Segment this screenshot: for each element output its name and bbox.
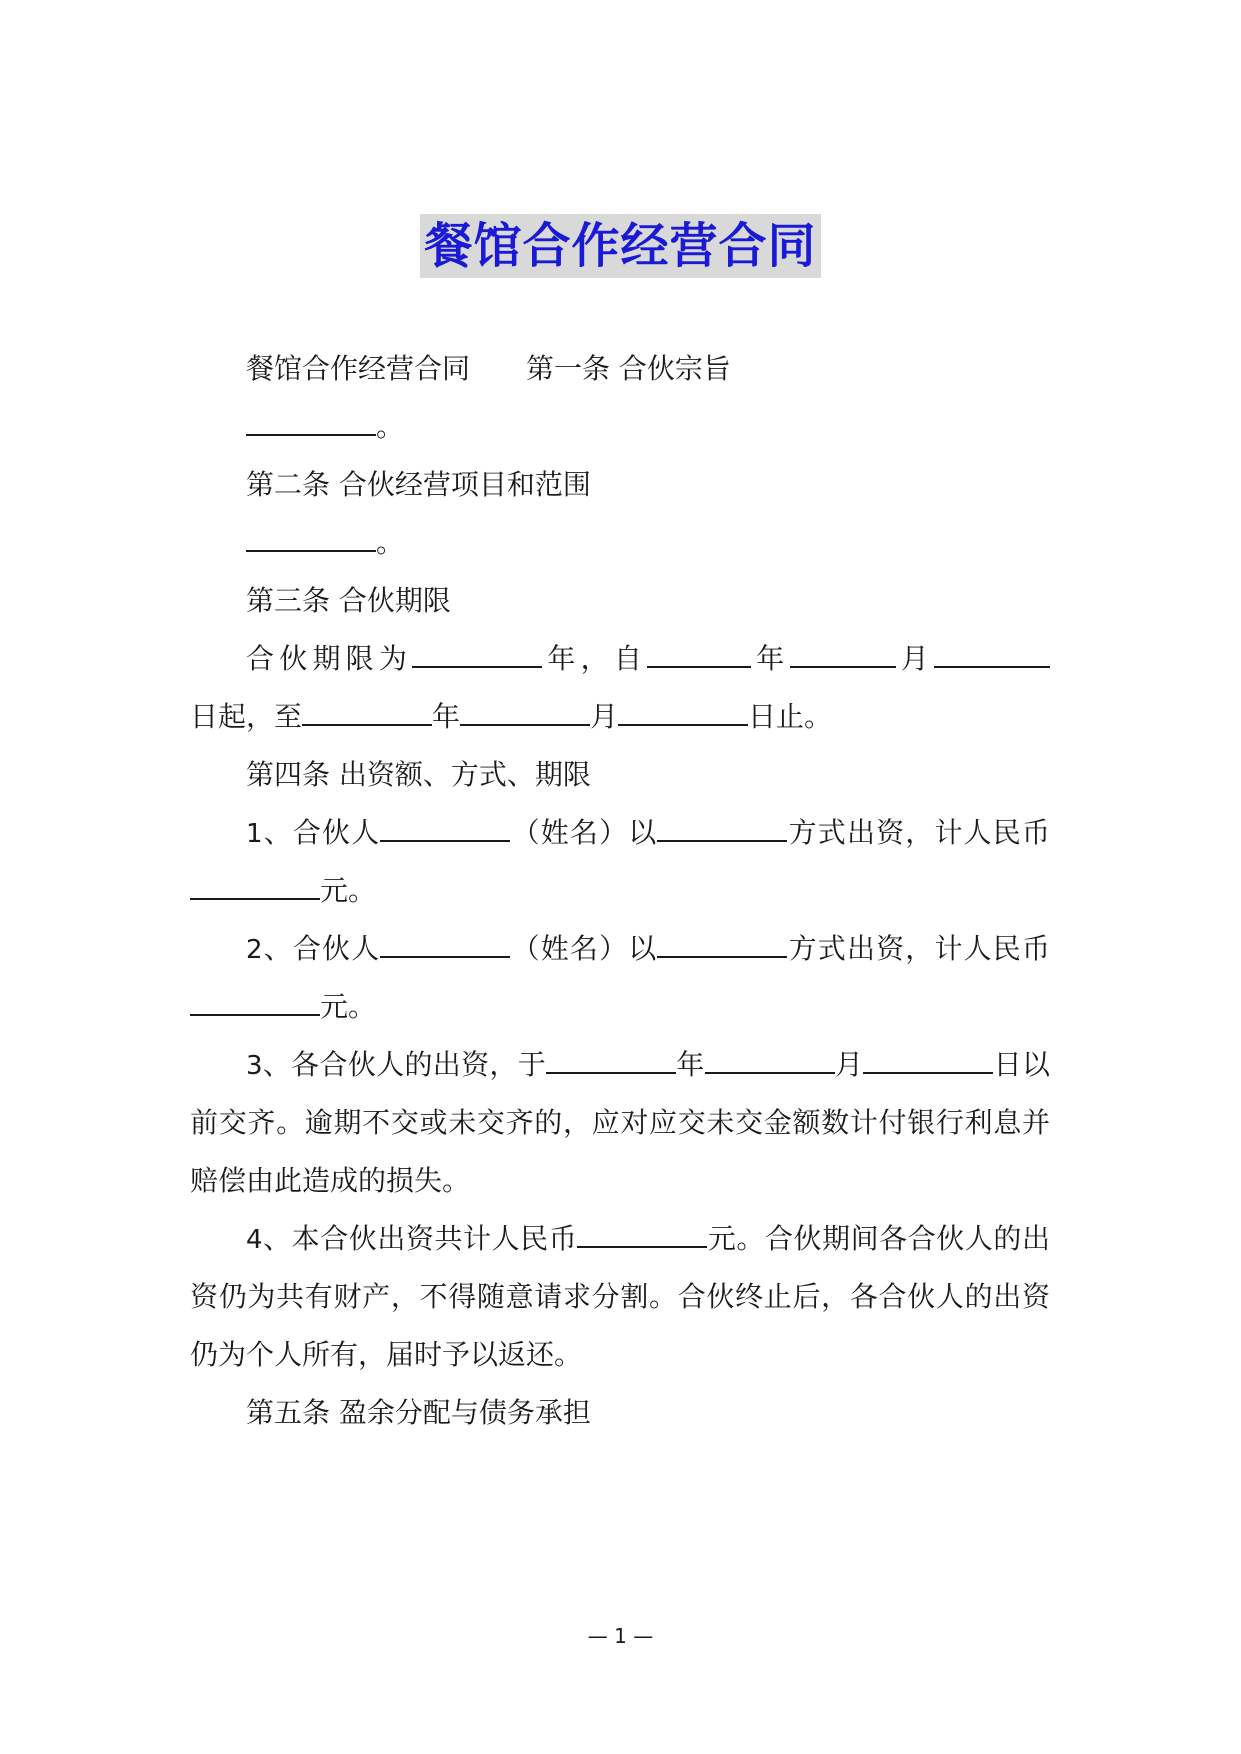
article-4-item-4-line-2: 资仍为共有财产，不得随意请求分割。合伙终止后，各合伙人的出资 [190,1280,1050,1313]
page-number: — 1 — [587,1624,654,1648]
article-4-item-4-line-3: 仍为个人所有，届时予以返还。 [190,1338,583,1371]
article-3-line-1 [246,626,1050,691]
fill-blank[interactable] [302,698,432,726]
fill-blank[interactable] [546,1046,676,1074]
text-segment: 年 [432,700,461,733]
article-4-item-2-line-1 [246,916,1050,981]
period-mark: 。 [376,526,405,559]
fill-blank[interactable] [190,872,320,900]
fill-blank[interactable] [790,640,896,668]
period-mark: 。 [376,410,405,443]
article-1-heading: 第一条 合伙宗旨 [526,352,731,385]
text-segment: 年 [676,1048,705,1081]
item-number: 2 [246,935,263,965]
article-4-heading: 第四条 出资额、方式、期限 [246,758,591,791]
text-segment: 年 [751,642,790,675]
article-2-heading: 第二条 合伙经营项目和范围 [246,468,591,501]
item-number: 4 [246,1225,263,1255]
text-segment: 年，自 [542,642,648,675]
article-2-blank-line [246,510,404,575]
intro-name: 餐馆合作经营合同 [246,352,471,385]
article-1-blank-line [246,394,404,459]
article-4-item-4-line-1 [246,1206,1050,1271]
fill-blank[interactable] [657,814,787,842]
fill-blank[interactable] [705,1046,835,1074]
item-number: 1 [246,819,263,849]
text-segment: 日起，至 [190,700,303,733]
article-4-item-2-line-2 [190,974,376,1039]
article-4-item-3-line-3: 赔偿由此造成的损失。 [190,1164,471,1197]
text-segment: 、合伙人 [262,816,381,849]
text-segment: 元。 [320,874,377,907]
text-segment: 、合伙人 [262,932,381,965]
text-segment: 元。合伙期间各合伙人的出 [707,1222,1050,1255]
text-segment: 月 [590,700,619,733]
fill-blank[interactable] [190,988,320,1016]
fill-blank[interactable] [577,1220,707,1248]
text-segment: 方式出资，计人民币 [787,816,1050,849]
text-segment: 、本合伙出资共计人民币 [262,1222,578,1255]
article-5-heading: 第五条 盈余分配与债务承担 [246,1396,591,1429]
text-segment: 方式出资，计人民币 [787,932,1050,965]
fill-blank[interactable] [380,930,510,958]
text-segment: （姓名）以 [510,816,658,849]
fill-blank[interactable] [246,524,376,552]
fill-blank[interactable] [934,640,1050,668]
text-segment: 元。 [320,990,377,1023]
text-segment: 月 [834,1048,864,1081]
article-3-heading: 第三条 合伙期限 [246,584,451,617]
text-segment: （姓名）以 [510,932,658,965]
text-segment: 日以 [993,1048,1050,1081]
fill-blank[interactable] [412,640,542,668]
text-segment: 合伙期限为 [246,642,413,675]
intro-line [246,336,731,401]
title-container [0,214,1241,278]
fill-blank[interactable] [647,640,751,668]
article-4-item-1-line-2 [190,858,376,923]
fill-blank[interactable] [863,1046,993,1074]
text-segment: 月 [895,642,934,675]
text-segment: 、各合伙人的出资，于 [262,1048,547,1081]
document-title: 餐馆合作经营合同 [420,214,820,278]
item-number: 3 [246,1051,263,1081]
text-segment: 日止。 [748,700,833,733]
fill-blank[interactable] [246,408,376,436]
article-4-item-3-line-2: 前交齐。逾期不交或未交齐的，应对应交未交金额数计付银行利息并 [190,1106,1050,1139]
fill-blank[interactable] [657,930,787,958]
fill-blank[interactable] [460,698,590,726]
fill-blank[interactable] [618,698,748,726]
article-4-item-1-line-1 [246,800,1050,865]
article-4-item-3-line-1 [246,1032,1050,1097]
article-3-line-2 [190,684,832,749]
fill-blank[interactable] [380,814,510,842]
